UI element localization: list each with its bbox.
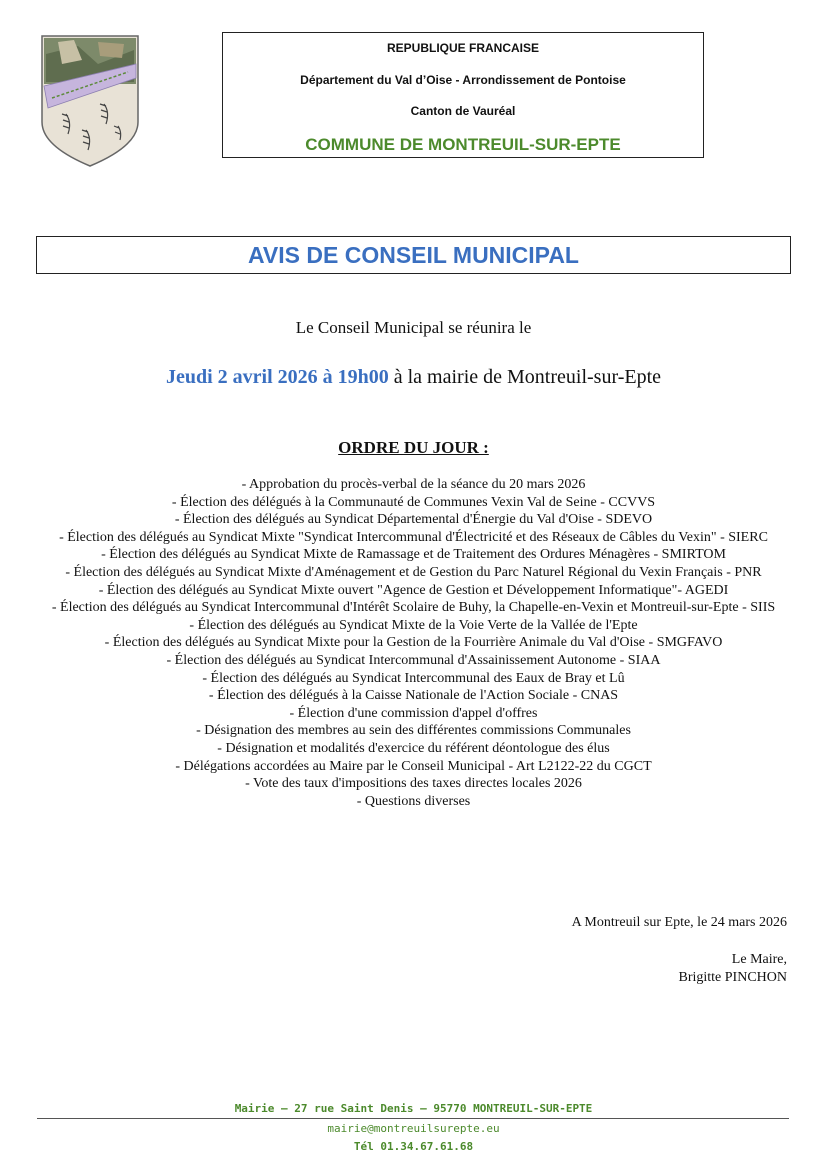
coat-of-arms-icon bbox=[38, 34, 142, 168]
agenda-item: - Élection des délégués à la Communauté de Communes Vexin Val de Seine - CCVVS bbox=[171, 494, 656, 510]
republic-label: REPUBLIQUE FRANCAISE bbox=[386, 41, 539, 55]
footer-address: Mairie – 27 rue Saint Denis – 95770 MONTREUIL-SUR-EPTE bbox=[234, 1102, 593, 1115]
agenda-item: - Élection des délégués au Syndicat Mixte de Ramassage et de Traitement des Ordures Ménagères - SMIRTOM bbox=[101, 547, 726, 563]
agenda-list bbox=[40, 476, 787, 810]
agenda-item: - Élection des délégués au Syndicat Mixte "Syndicat Intercommunal d'Électricité et des Réseaux de Câbles du Vexin" - SIERC bbox=[59, 529, 768, 545]
agenda-item: - Élection des délégués à la Caisse Nationale de l'Action Sociale - CNAS bbox=[208, 688, 619, 704]
notice-title-box bbox=[36, 236, 791, 274]
notice-title: AVIS DE CONSEIL MUNICIPAL bbox=[248, 242, 579, 268]
footer-phone: Tél 01.34.67.61.68 bbox=[353, 1140, 474, 1153]
agenda-item: - Élection des délégués au Syndicat Mixte d'Aménagement et de Gestion du Parc Naturel Régional du Vexin Français - PNR bbox=[65, 564, 762, 580]
agenda-item: - Élection des délégués au Syndicat Intercommunal d'Intérêt Scolaire de Buhy, la Chapelle-en-Vexin et Montreuil-sur-Epte - SIIS bbox=[51, 600, 776, 616]
agenda-item: - Désignation et modalités d'exercice du référent déontologue des élus bbox=[217, 740, 610, 756]
department-label: Département du Val d’Oise - Arrondissement de Pontoise bbox=[300, 73, 626, 87]
agenda-item: - Élection des délégués au Syndicat Mixte pour la Gestion de la Fourrière Animale du Val d'Oise - SMGFAVO bbox=[104, 635, 723, 651]
agenda-item: - Délégations accordées au Maire par le Conseil Municipal - Art L2122-22 du CGCT bbox=[175, 758, 652, 774]
canton-label: Canton de Vauréal bbox=[410, 104, 516, 118]
footer-divider bbox=[37, 1118, 789, 1119]
footer-email[interactable]: mairie@montreuilsurepte.eu bbox=[327, 1122, 500, 1135]
signatory-role: Le Maire, bbox=[731, 952, 787, 967]
meeting-line bbox=[0, 366, 827, 389]
agenda-item: - Approbation du procès-verbal de la séance du 20 mars 2026 bbox=[241, 477, 586, 492]
agenda-item: - Questions diverses bbox=[356, 793, 471, 809]
agenda-item: - Élection d'une commission d'appel d'offres bbox=[289, 705, 538, 721]
signature-block bbox=[679, 951, 788, 986]
agenda-item: - Élection des délégués au Syndicat Intercommunal d'Assainissement Autonome - SIAA bbox=[166, 652, 661, 668]
meeting-date: Jeudi 2 avril 2026 à 19h00 bbox=[165, 366, 389, 388]
place-and-date: A Montreuil sur Epte, le 24 mars 2026 bbox=[571, 915, 787, 930]
commune-name: COMMUNE DE MONTREUIL-SUR-EPTE bbox=[305, 135, 621, 154]
meeting-place: à la mairie de Montreuil-sur-Epte bbox=[388, 366, 662, 388]
letterhead-box bbox=[222, 32, 704, 158]
agenda-item: - Élection des délégués au Syndicat Départemental d'Énergie du Val d'Oise - SDEVO bbox=[174, 512, 653, 528]
agenda-title: ORDRE DU JOUR : bbox=[338, 438, 489, 457]
signatory-name: Brigitte PINCHON bbox=[678, 969, 787, 985]
agenda-item: - Élection des délégués au Syndicat Intercommunal des Eaux de Bray et Lû bbox=[202, 670, 625, 686]
agenda-item: - Élection des délégués au Syndicat Mixte ouvert "Agence de Gestion et Développement Informatique"- AGEDI bbox=[98, 582, 729, 598]
agenda-item: - Vote des taux d'impositions des taxes directes locales 2026 bbox=[245, 776, 582, 792]
agenda-item: - Désignation des membres au sein des différentes commissions Communales bbox=[196, 723, 631, 739]
intro-text: Le Conseil Municipal se réunira le bbox=[295, 318, 532, 337]
agenda-item: - Élection des délégués au Syndicat Mixte de la Voie Verte de la Vallée de l'Epte bbox=[189, 617, 638, 633]
